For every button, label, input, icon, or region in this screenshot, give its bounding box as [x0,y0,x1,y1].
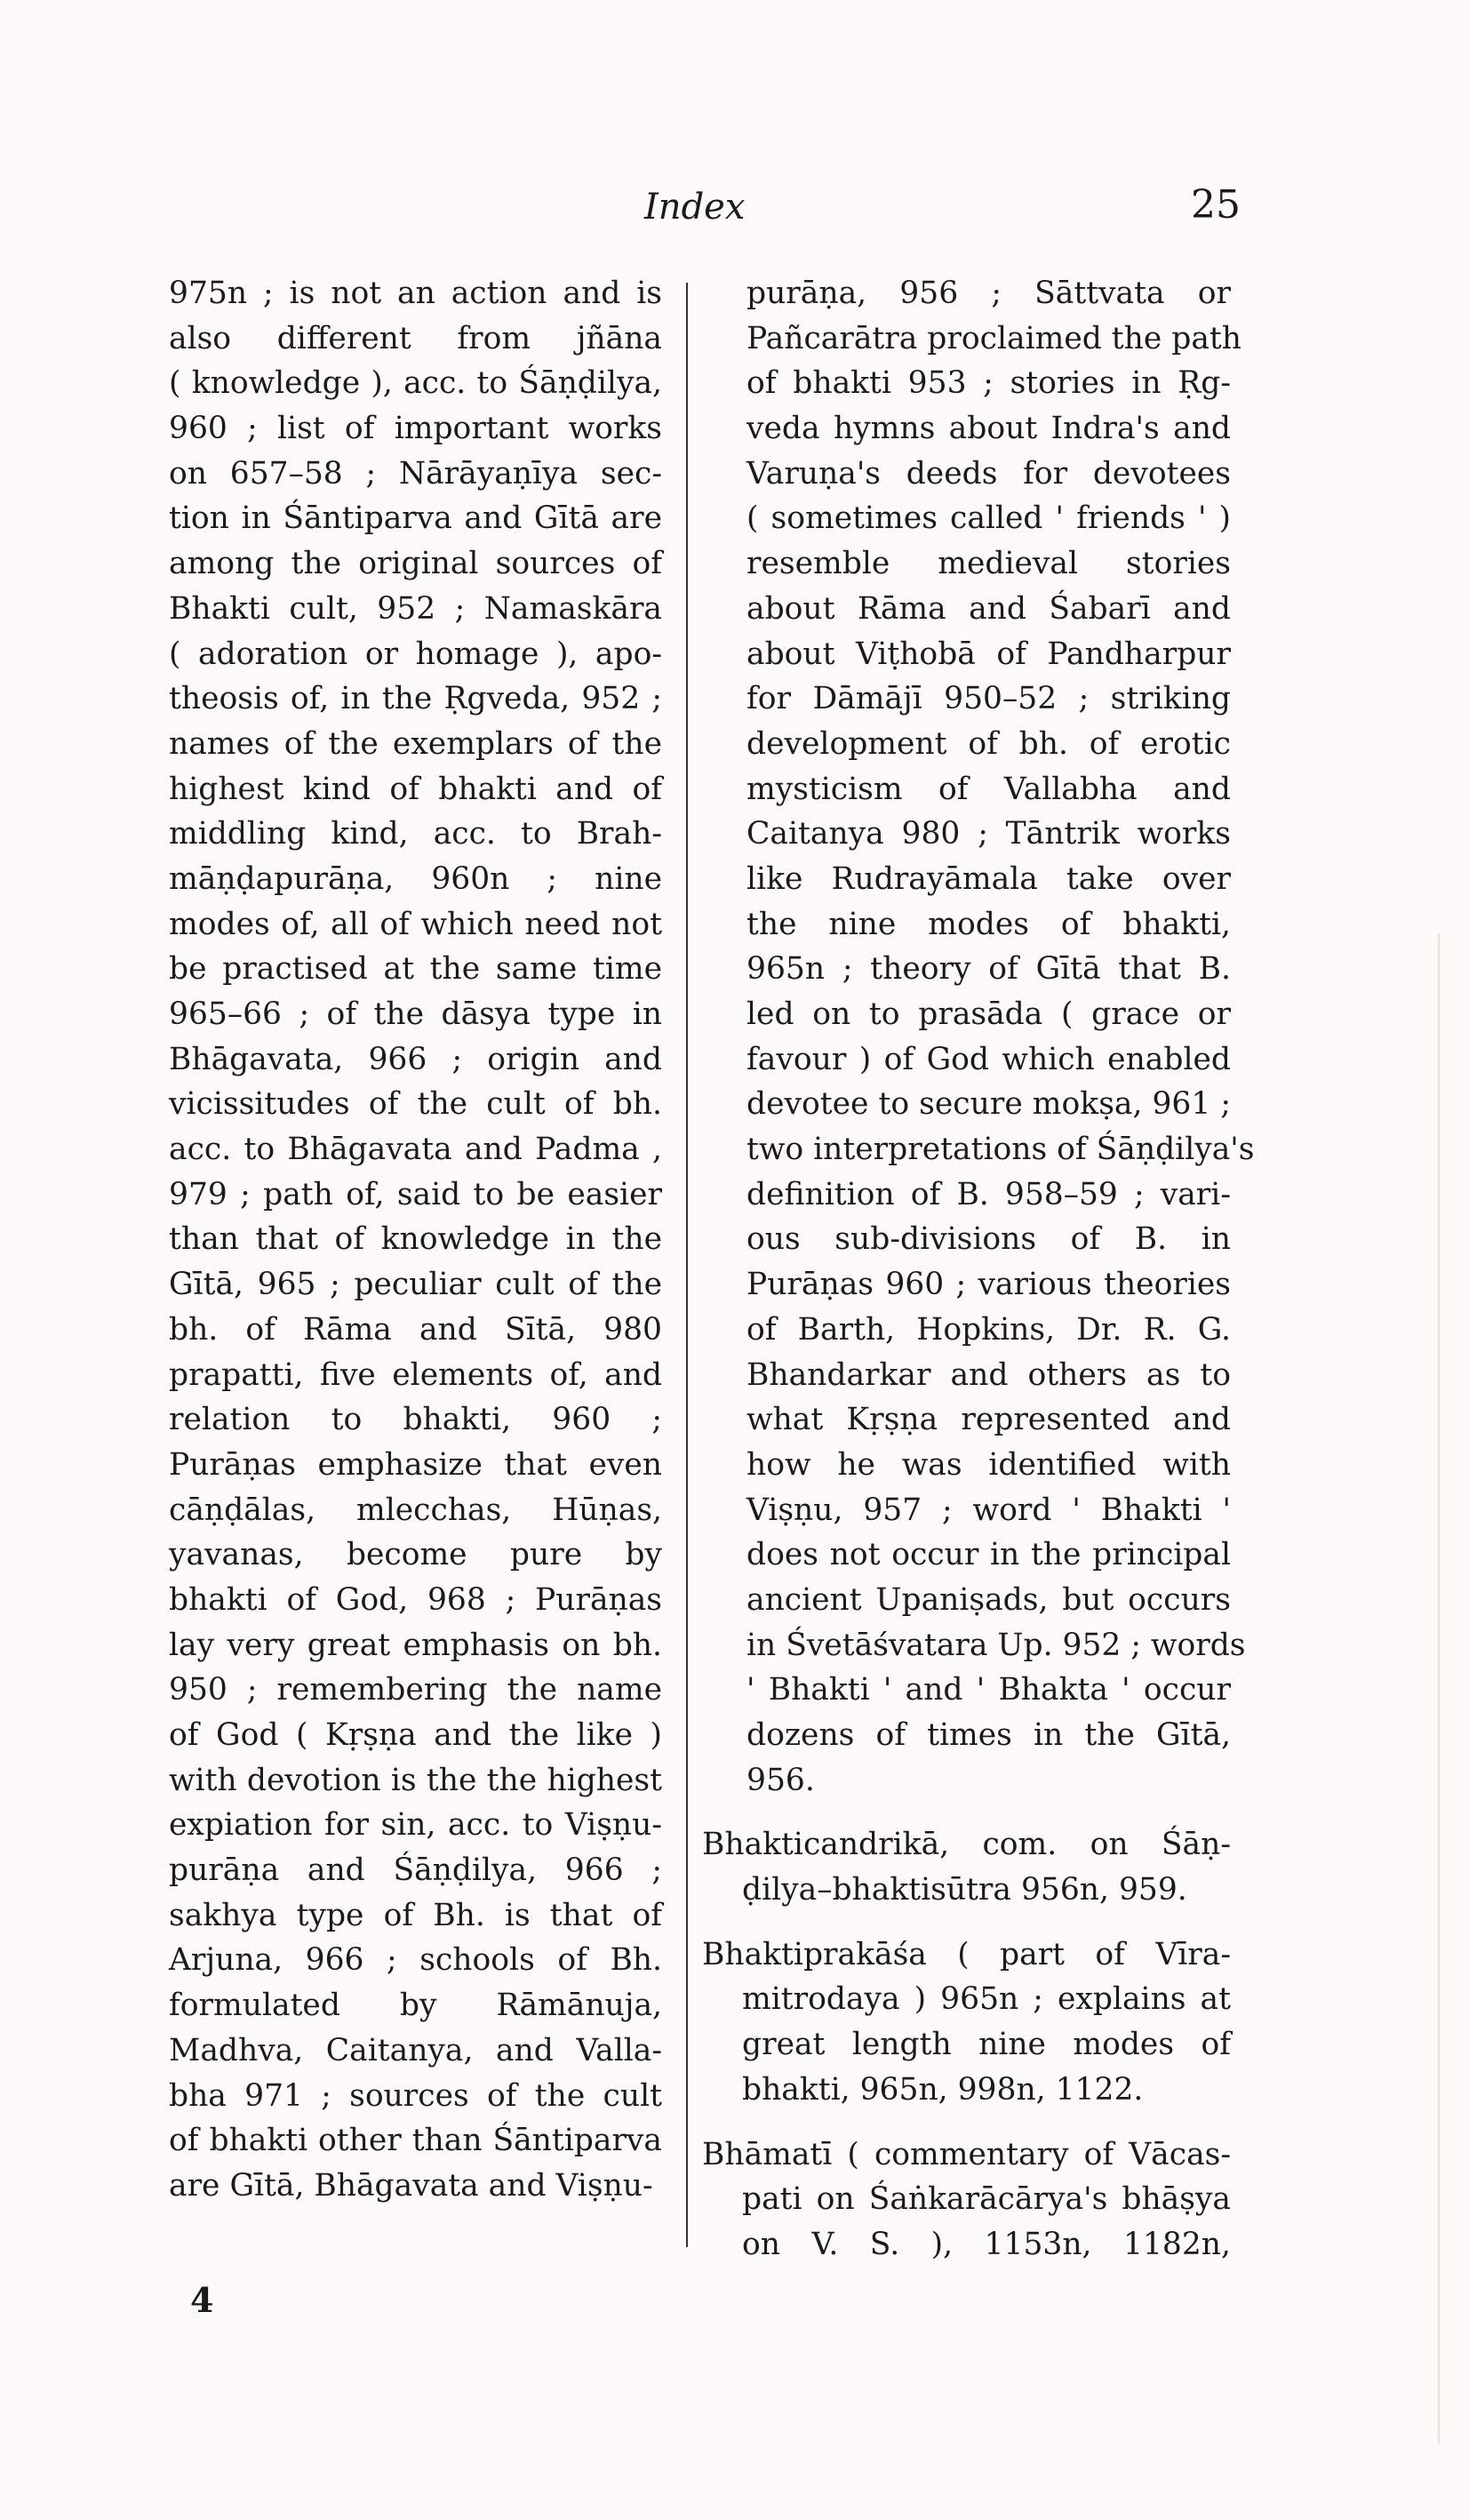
index-line: middling kind, acc. to Brah- [169,816,662,852]
index-line: of God ( Kṛṣṇa and the like ) [169,1717,662,1753]
index-line: vicissitudes of the cult of bh. [169,1086,662,1123]
index-line: devotee to secure mokṣa, 961 ; [746,1086,1231,1123]
index-line: ( sometimes called ' friends ' ) [746,500,1231,537]
index-line: mysticism of Vallabha and [746,771,1231,807]
left-column [169,271,662,2209]
index-line: great length nine modes of [742,2027,1231,2063]
index-entry [702,1932,1231,2113]
index-line: among the original sources of [169,546,662,582]
index-line: be practised at the same time [169,951,662,988]
index-line: also different from jñāna [169,320,662,356]
page-edge-shadow [1438,933,1440,2444]
index-line: theosis of, in the Ṛgveda, 952 ; [169,681,662,717]
index-line: Viṣṇu, 957 ; word ' Bhakti ' [746,1492,1231,1528]
index-line: bhakti of God, 968 ; Purāṇas [169,1581,662,1618]
index-line: Pañcarātra proclaimed the path [746,320,1241,356]
index-line: dozens of times in the Gītā, [746,1717,1231,1753]
index-line: ḍilya–bhaktisūtra 956n, 959. [742,1872,1187,1908]
index-line: names of the exemplars of the [169,725,662,762]
index-line: does not occur in the principal [746,1537,1231,1573]
index-line: like Rudrayāmala take over [746,860,1231,897]
index-line: bhakti, 965n, 998n, 1122. [742,2071,1144,2108]
index-line: māṇḍapurāṇa, 960n ; nine [169,860,662,897]
index-line: ous sub-divisions of B. in [746,1221,1231,1258]
index-line: Varuṇa's deeds for devotees [746,455,1231,492]
entry-gap [702,1803,1231,1822]
index-line: Bhakti cult, 952 ; Namaskāra [169,590,662,627]
index-line: prapatti, five elements of, and [169,1356,662,1393]
index-line: Bhakticandrikā, com. on Śāṇ- [702,1827,1231,1863]
index-line: pati on Śaṅkarācārya's bhāṣya [742,2181,1231,2218]
index-line: relation to bhakti, 960 ; [169,1402,662,1438]
entry-gap [702,1913,1231,1932]
right-column [702,271,1255,2268]
index-entry [702,2132,1231,2268]
index-line: how he was identified with [746,1446,1231,1483]
index-line: Arjuna, 966 ; schools of Bh. [169,1942,662,1979]
index-line: 950 ; remembering the name [169,1672,662,1708]
index-line: highest kind of bhakti and of [169,771,662,807]
index-line: veda hymns about Indra's and [746,411,1231,447]
index-line: than that of knowledge in the [169,1221,662,1258]
index-line: cāṇḍālas, mlecchas, Hūṇas, [169,1492,662,1528]
index-line: bha 971 ; sources of the cult [169,2077,662,2114]
index-line: of bhakti 953 ; stories in Ṛg- [746,365,1231,402]
index-line: Purāṇas 960 ; various theories [746,1267,1231,1303]
index-line: bh. of Rāma and Sītā, 980 [169,1311,662,1348]
index-line: acc. to Bhāgavata and Padma , [169,1132,662,1168]
index-line: tion in Śāntiparva and Gītā are [169,500,662,537]
index-line: resemble medieval stories [746,546,1231,582]
index-line: for Dāmājī 950–52 ; striking [746,681,1231,717]
index-line: Caitanya 980 ; Tāntrik works [746,816,1231,852]
index-line: of bhakti other than Śāntiparva [169,2123,662,2159]
index-line: 965–66 ; of the dāsya type in [169,996,662,1032]
entry-gap [702,2113,1231,2132]
index-line: purāṇa and Śāṇḍilya, 966 ; [169,1852,662,1889]
index-line: led on to prasāda ( grace or [746,996,1231,1032]
index-line: lay very great emphasis on bh. [169,1627,662,1663]
index-line: expiation for sin, acc. to Viṣṇu- [169,1807,662,1844]
index-line: on 657–58 ; Nārāyaṇīya sec- [169,455,662,492]
index-entry [702,1822,1231,1912]
index-line: 956. [746,1762,815,1798]
index-line: what Kṛṣṇa represented and [746,1402,1231,1438]
index-line: modes of, all of which need not [169,906,662,942]
index-line: Bhāmatī ( commentary of Vācas- [702,2136,1231,2172]
index-line: Madhva, Caitanya, and Valla- [169,2032,662,2068]
index-line: on V. S. ), 1153n, 1182n, [742,2226,1231,2262]
index-line: 975n ; is not an action and is [169,276,662,311]
index-line: about Viṭhobā of Pandharpur [746,636,1231,672]
column-divider [686,283,688,2247]
running-header-title: Index [644,187,746,228]
index-line: about Rāma and Śabarī and [746,590,1231,627]
index-line: ' Bhakti ' and ' Bhakta ' occur [746,1672,1231,1708]
index-line: ancient Upaniṣads, but occurs [746,1581,1231,1618]
signature-mark: 4 [190,2280,214,2320]
index-line: formulated by Rāmānuja, [169,1988,662,2024]
index-line: 960 ; list of important works [169,411,662,447]
index-line: are Gītā, Bhāgavata and Viṣṇu- [169,2167,653,2204]
index-line: 965n ; theory of Gītā that B. [746,951,1231,988]
index-line: development of bh. of erotic [746,725,1231,762]
index-line: Purāṇas emphasize that even [169,1446,662,1483]
index-line: sakhya type of Bh. is that of [169,1897,662,1933]
index-line: ( adoration or homage ), apo- [169,636,662,672]
index-line: Bhandarkar and others as to [746,1356,1231,1393]
index-line: with devotion is the the highest [169,1762,662,1798]
index-line: Gītā, 965 ; peculiar cult of the [169,1267,662,1303]
index-line: yavanas, become pure by [169,1537,662,1573]
page-number: 25 [1191,182,1241,228]
index-line: purāṇa, 956 ; Sāttvata or [746,276,1231,311]
index-line: two interpretations of Śāṇḍilya's [746,1132,1255,1168]
index-line: 979 ; path of, said to be easier [169,1176,662,1212]
index-line: in Śvetāśvatara Up. 952 ; words [746,1627,1246,1663]
index-line: Bhāgavata, 966 ; origin and [169,1041,662,1077]
index-line: favour ) of God which enabled [746,1041,1231,1077]
index-line: Bhaktiprakāśa ( part of Vīra- [702,1936,1231,1972]
index-line: of Barth, Hopkins, Dr. R. G. [746,1311,1231,1348]
index-line: ( knowledge ), acc. to Śāṇḍilya, [169,365,662,402]
index-line: the nine modes of bhakti, [746,906,1231,942]
index-line: mitrodaya ) 965n ; explains at [742,1981,1231,2018]
index-line: definition of B. 958–59 ; vari- [746,1176,1231,1212]
